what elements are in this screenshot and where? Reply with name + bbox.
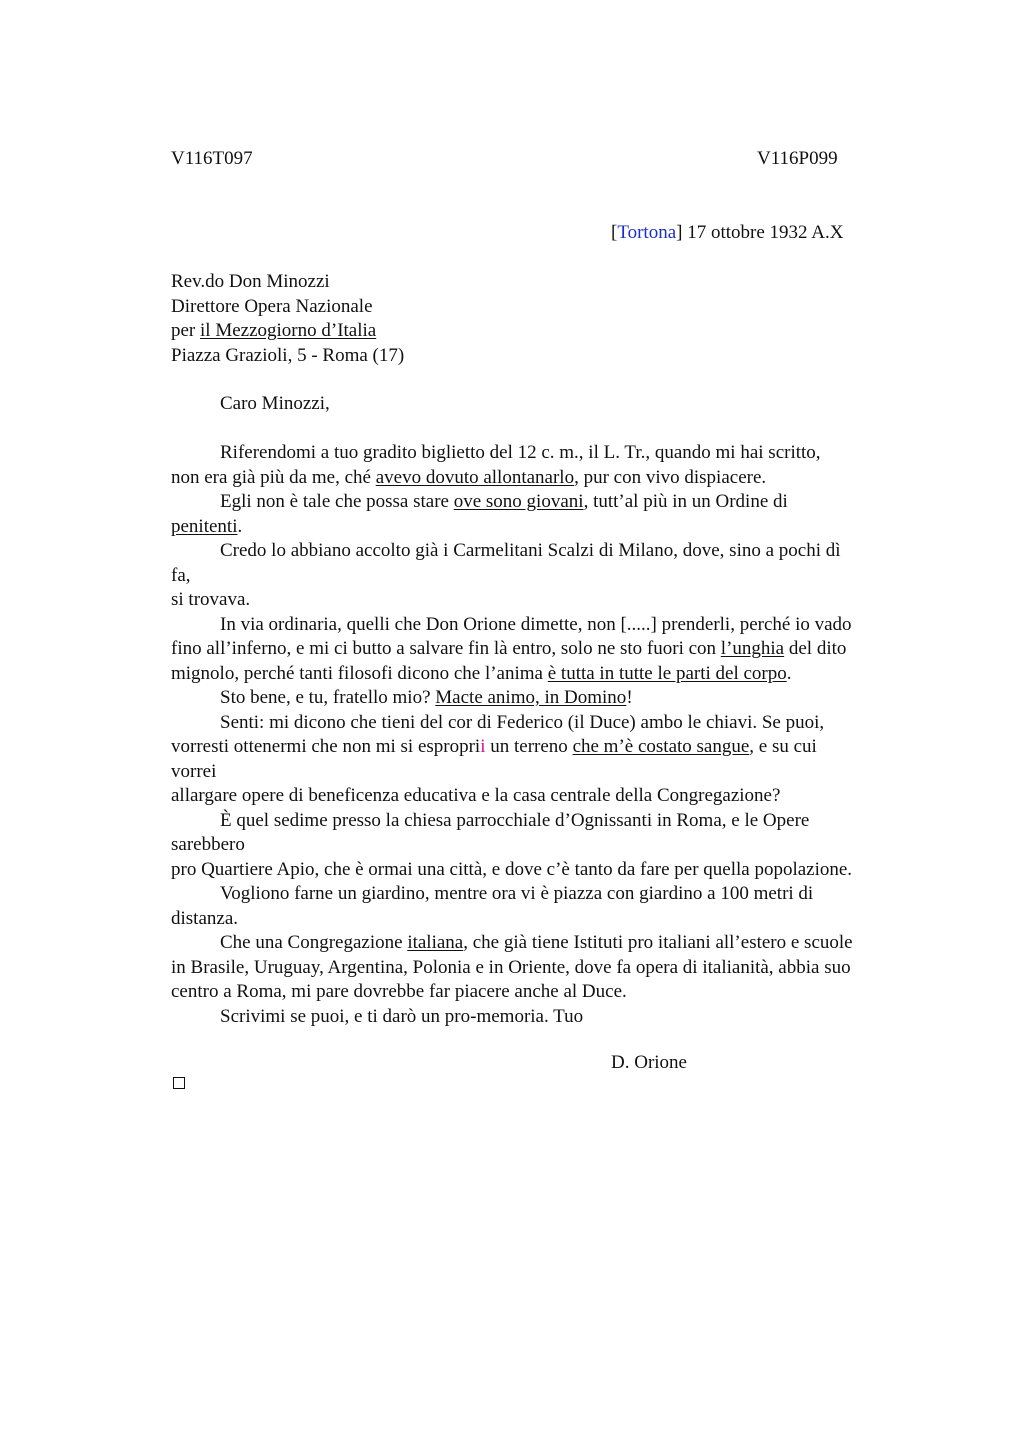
signature: D. Orione — [611, 1052, 687, 1073]
body-text: vorresti ottenermi che non mi si espropri — [171, 736, 481, 757]
body-line: Scrivimi se puoi, e ti darò un pro-memoria. Tuo — [220, 1005, 584, 1027]
salutation: Caro Minozzi, — [220, 393, 330, 414]
place-name: Tortona — [617, 222, 677, 243]
body-line — [171, 637, 911, 662]
body-line — [171, 686, 911, 711]
underlined-text: l’unghia — [720, 638, 785, 659]
body-text: , che già tiene Istituti pro italiani all’estero e scuole — [463, 932, 853, 953]
body-line: In via ordinaria, quelli che Don Orione dimette, non [.....] prenderli, perché io vado — [220, 613, 852, 635]
underlined-text: che m’è costato sangue — [572, 736, 750, 757]
correction-mark: i — [480, 736, 486, 757]
body-line — [171, 662, 911, 687]
body-line: Vogliono farne un giardino, mentre ora vi è piazza con giardino a 100 metri di — [220, 883, 814, 904]
document-code-left: V116T097 — [171, 148, 253, 169]
address-line: Piazza Grazioli, 5 - Roma (17) — [171, 344, 405, 366]
body-text: , pur con vivo dispiacere. — [574, 466, 767, 488]
body-text: non era già più da me, ché — [171, 466, 376, 488]
dateline — [611, 222, 843, 244]
body-text: fino all’inferno, e mi ci butto a salvare fin là entro, solo ne sto fuori con — [171, 638, 721, 659]
underlined-text: ove sono giovani — [453, 491, 584, 512]
address-text: per — [171, 320, 201, 341]
body-text: , tutt’al più in un Ordine di — [583, 491, 788, 512]
body-text: Egli non è tale che possa stare — [220, 491, 454, 512]
address-line: Rev.do Don Minozzi — [171, 271, 330, 292]
body-line: Riferendomi a tuo gradito biglietto del 12 c. m., il L. Tr., quando mi hai scritto, — [220, 442, 821, 463]
bracket-open: [ — [611, 222, 618, 243]
body-text: Che una Congregazione — [220, 932, 408, 953]
address-line — [171, 319, 404, 344]
body-line: Senti: mi dicono che tieni del cor di Federico (il Duce) ambo le chiavi. Se puoi, — [220, 711, 825, 733]
underlined-text: Macte animo, in Domino — [435, 687, 627, 708]
body-line: È quel sedime presso la chiesa parrocchiale d’Ognissanti in Roma, e le Opere — [220, 809, 810, 831]
body-line: distanza. — [171, 907, 239, 929]
underlined-text: avevo dovuto allontanarlo — [375, 466, 575, 488]
body-line — [171, 466, 911, 491]
body-line — [171, 490, 911, 515]
body-line: in Brasile, Uruguay, Argentina, Polonia e in Oriente, dove fa opera di italianità, abbia suo — [171, 956, 851, 978]
body-text: un terreno — [485, 736, 573, 757]
body-line — [171, 735, 911, 760]
address-line: Direttore Opera Nazionale — [171, 295, 373, 317]
body-line: sarebbero — [171, 834, 245, 855]
letter-body — [171, 441, 911, 1029]
recipient-address — [171, 270, 404, 368]
body-text: mignolo, perché tanti filosofi dicono che l’anima — [171, 662, 548, 684]
body-line — [171, 515, 911, 540]
body-text: Sto bene, e tu, fratello mio? — [220, 687, 436, 708]
body-line: allargare opere di beneficenza educativa e la casa centrale della Congregazione? — [171, 785, 781, 806]
body-line: si trovava. — [171, 589, 251, 610]
underlined-text: italiana — [407, 932, 464, 953]
document-code-right: V116P099 — [757, 148, 838, 169]
body-line: pro Quartiere Apio, che è ormai una città, e dove c’è tanto da fare per quella popolazione. — [171, 858, 853, 880]
bracket-close: ] — [676, 222, 683, 243]
date-text: 17 ottobre 1932 A.X — [682, 222, 844, 243]
underlined-text: è tutta in tutte le parti del corpo — [547, 662, 787, 684]
body-line: Credo lo abbiano accolto già i Carmelitani Scalzi di Milano, dove, sino a pochi dì — [220, 540, 841, 561]
body-text: . — [786, 662, 792, 684]
body-line: vorrei — [171, 760, 217, 782]
underlined-text: penitenti — [171, 515, 238, 537]
body-text: . — [237, 515, 243, 537]
underlined-text: il Mezzogiorno d’Italia — [200, 320, 377, 341]
body-text: ! — [626, 687, 633, 708]
body-line — [171, 931, 911, 956]
body-text: del dito — [784, 638, 847, 659]
body-text: , e su cui — [749, 736, 817, 757]
body-line: fa, — [171, 564, 191, 586]
empty-checkbox-icon — [173, 1077, 185, 1089]
body-line: centro a Roma, mi pare dovrebbe far piacere anche al Duce. — [171, 981, 627, 1002]
